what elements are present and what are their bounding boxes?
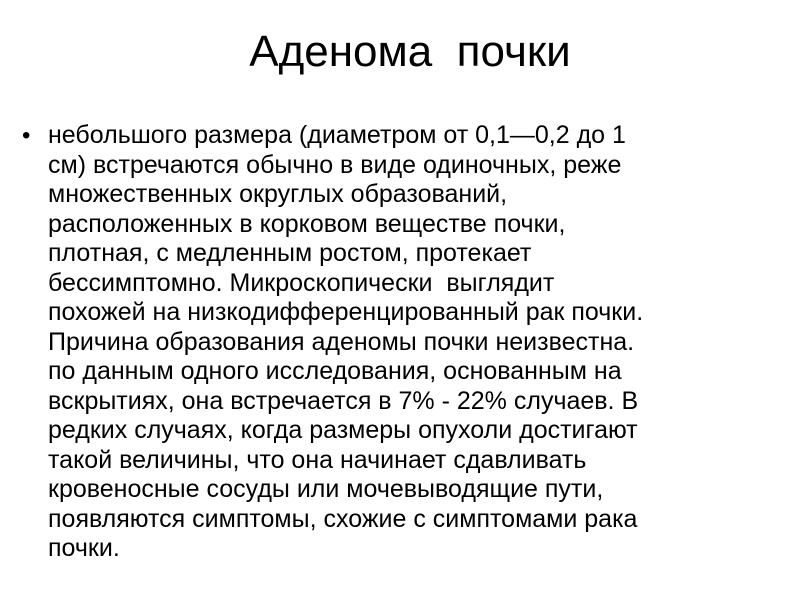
bullet-text-line: вскрытиях, она встречается в 7% - 22% случаев. В <box>48 386 639 415</box>
bullet-text-line: почки. <box>48 534 120 562</box>
bullet-text-line: Причина образования аденомы почки неизвестна. <box>48 327 635 356</box>
bullet-text-line: по данным одного исследования, основанным на <box>48 357 622 385</box>
bullet-marker: • <box>22 122 31 149</box>
bullet-text-line: такой величины, что она начинает сдавливать <box>48 445 587 474</box>
bullet-text-line: множественных округлых образований, <box>48 180 508 208</box>
bullet-text-line: похожей на низкодифференцированный рак почки. <box>48 298 644 326</box>
bullet-text-line: бессимптомно. Микроскопически выглядит <box>48 268 555 297</box>
bullet-text <box>48 121 792 564</box>
bullet-text-line: редких случаях, когда размеры опухоли достигают <box>48 416 638 444</box>
slide-title: Аденома почки <box>249 27 571 76</box>
bullet-text-line: небольшого размера (диаметром от 0,1—0,2 до 1 <box>48 121 626 149</box>
bullet-text-line: расположенных в корковом веществе почки, <box>48 209 566 238</box>
bullet-text-line: появляются симптомы, схожие с симптомами рака <box>48 504 638 533</box>
bullet-text-line: плотная, с медленным ростом, протекает <box>48 239 532 267</box>
bullet-text-line: см) встречаются обычно в виде одиночных, реже <box>48 150 622 179</box>
bullet-text-line: кровеносные сосуды или мочевыводящие пути, <box>48 475 604 503</box>
